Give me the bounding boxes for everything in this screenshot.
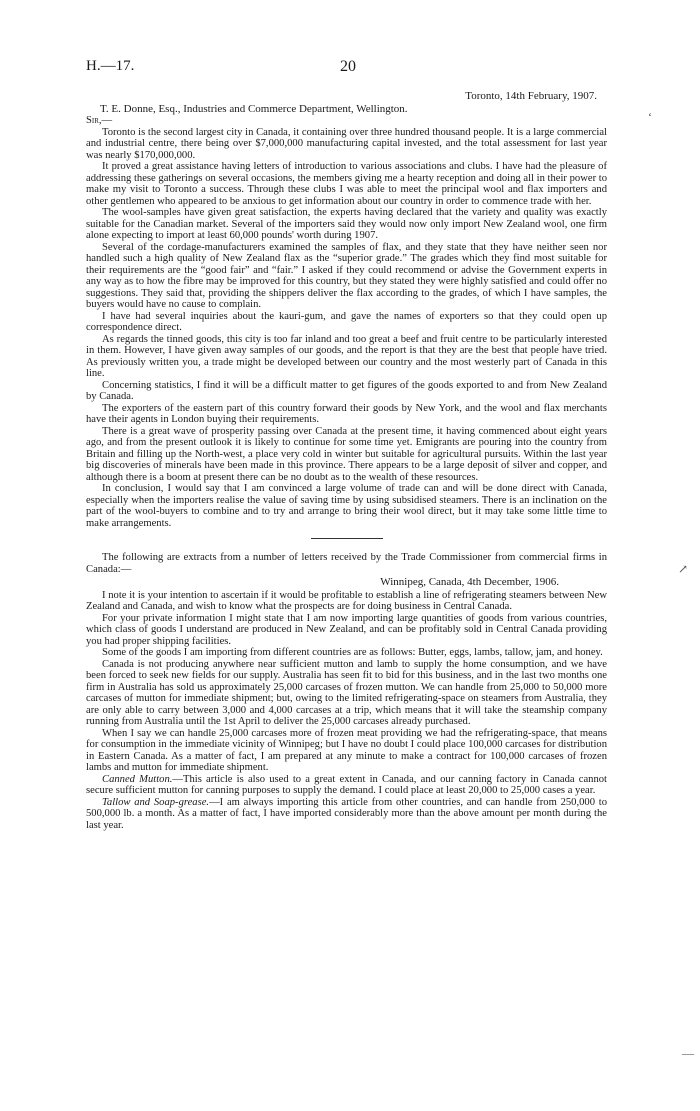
page-number: 20 [340, 58, 356, 75]
extract-paragraph: Some of the goods I am importing from different countries are as follows: Butter, eggs, lambs, tallow, jam, and honey. [102, 647, 603, 658]
tallow-caption: Tallow and Soap-grease. [102, 796, 210, 808]
section-divider [311, 538, 383, 539]
canned-mutton-paragraph [86, 774, 607, 797]
letter-paragraph: It proved a great assistance having letters of introduction to various associations and clubs. I have had the pleasure of addressing these gatherings on several occasions, the members giving me a hearty reception and doing all in their power to make my visit to Toronto a success. Through these clubs I was able to meet the principal wool and flax importers and other gentlemen who appeared to be anxious to get information about our country in order to commence trade with her. [86, 161, 607, 207]
letter-paragraph: The exporters of the eastern part of this country forward their goods by New York, and the wool and flax merchants have their agents in London buying their requirements. [86, 402, 607, 425]
extracts-section [86, 552, 607, 831]
tallow-text: —I am always importing this article from other countries, and can handle from 250,000 to 500,000 lb. a month. As a matter of fact, I have imported considerably more than the above amount per month during the last year. [86, 796, 607, 831]
document-code: H.—17. [86, 58, 135, 74]
canned-mutton-caption: Canned Mutton. [102, 773, 173, 785]
letter-paragraph: Concerning statistics, I find it will be a difficult matter to get figures of the goods exported to and from New Zealand by Canada. [86, 379, 607, 402]
page-header [86, 58, 606, 80]
extract-paragraph: For your private information I might state that I am now importing large quantities of goods from various countries, which class of goods I understand are produced in New Zealand, and can be profitably sold in Central Canada providing you had proper shipping facilities. [86, 612, 607, 647]
letter-paragraph: The wool-samples have given great satisfaction, the experts having declared that the variety and quality was exactly suitable for the Canadian market. Several of the importers said they would now only import New Zealand wool, one firm alone expecting to import at least 60,000 pounds' worth during 1907. [86, 207, 607, 241]
letter-paragraph: I have had several inquiries about the kauri-gum, and gave the names of exporters so that they could open up correspondence direct. [86, 310, 607, 333]
extract-paragraph: When I say we can handle 25,000 carcases more of frozen meat providing we had the refrigerating-space, that means for consumption in the immediate vicinity of Winnipeg; but I have no doubt I could place 100,000 carcases for distribution in Eastern Canada. As a matter of fact, I am prepared at any minute to make a contract for 100,000 carcases of frozen lambs and mutton for immediate shipment. [86, 727, 607, 773]
extract-paragraph: Canada is not producing anywhere near sufficient mutton and lamb to supply the home consumption, and we have been forced to seek new fields for our supply. Australia has seen fit to bid for this business, and in the last two months one firm in Australia has sold us approximately 25,000 carcases of frozen mutton. We can handle from 25,000 to 50,000 more carcases of mutton for immediate shipment; but, owing to the limited refrigerating-space on steamers from Australia, they are only able to carry between 3,000 and 4,000 carcases at a trip, which means that it will take the steamship company running from Australia until the 1st April to deliver the 25,000 carcases already purchased. [86, 658, 607, 727]
margin-mark-bottom: — [682, 1046, 694, 1060]
canned-mutton-text: —This article is also used to a great extent in Canada, and our canning factory in Canada cannot secure sufficient mutton for canning purposes to supply the demand. I could place at least 20,000 to 25,000 cases a year. [86, 773, 607, 796]
letter-toronto [86, 91, 607, 529]
letter-salutation: Sir,— [86, 115, 113, 126]
letter-paragraph: In conclusion, I would say that I am convinced a large volume of trade can and will be done direct with Canada, especially when the importers realise the value of saving time by using subsidised steamers. There is an inclination on the part of the wool-buyers to combine and to try and arrange to bring their wool direct, but it may take some little time to make arrangements. [86, 483, 607, 529]
margin-mark-middle: ↗ [678, 562, 689, 576]
letter-paragraph: Toronto is the second largest city in Canada, it containing over three hundred thousand people. It is a large commercial and industrial centre, there being over $7,000,000 manufacturing capital invested, and the total assessment for last year was nearly $170,000,000. [86, 126, 607, 161]
letter-addressee: T. E. Donne, Esq., Industries and Commerce Department, Wellington. [100, 102, 408, 115]
extract-dateline: Winnipeg, Canada, 4th December, 1906. [380, 576, 559, 588]
letter-paragraph: There is a great wave of prosperity passing over Canada at the present time, it having commenced about eight years ago, and from the present outlook it is likely to continue for some time yet. Emigrants are pouring into the country from Britain and filling up the North-west, a place very cold in winter but suitable for agricultural pursuits. Within the last year big discoveries of minerals have been made in this province. There appears to be a large deposit of silver and copper, and although there is a boom at present there can be no doubt as to the wealth of these resources. [86, 425, 607, 483]
letter-dateline: Toronto, 14th February, 1907. [465, 90, 597, 102]
tallow-paragraph [86, 797, 607, 832]
margin-mark-top: ‘ [648, 110, 652, 124]
letter-paragraph: Several of the cordage-manufacturers examined the samples of flax, and they state that they have neither seen nor handled such a high quality of New Zealand flax as the “superior grade.” The grades which they find most suitable for their requirements are the “good fair” and “fair.” I asked if they could recommend or advise the Government experts in any way as to how the fibre may be improved for this country, but they stated they were highly satisfied and could offer no suggestions. They said that, providing the shippers deliver the flax according to the grades, of which I have samples, the buyers would have no cause to complain. [86, 241, 607, 310]
document-body [86, 91, 607, 831]
letter-paragraph: As regards the tinned goods, this city is too far inland and too great a beef and fruit centre to be particularly interested in them. However, I have given away samples of our goods, and the report is that they are the best that people have tried. As previously written you, a trade might be developed between our country and the most westerly part of Canada in this line. [86, 333, 607, 379]
extract-paragraph: I note it is your intention to ascertain if it would be profitable to establish a line of refrigerating steamers between New Zealand and Canada, and wish to know what the prospects are for doing business in Central Canada. [86, 589, 607, 612]
extracts-intro: The following are extracts from a number of letters received by the Trade Commissioner from commercial firms in Canada:— [86, 552, 607, 575]
